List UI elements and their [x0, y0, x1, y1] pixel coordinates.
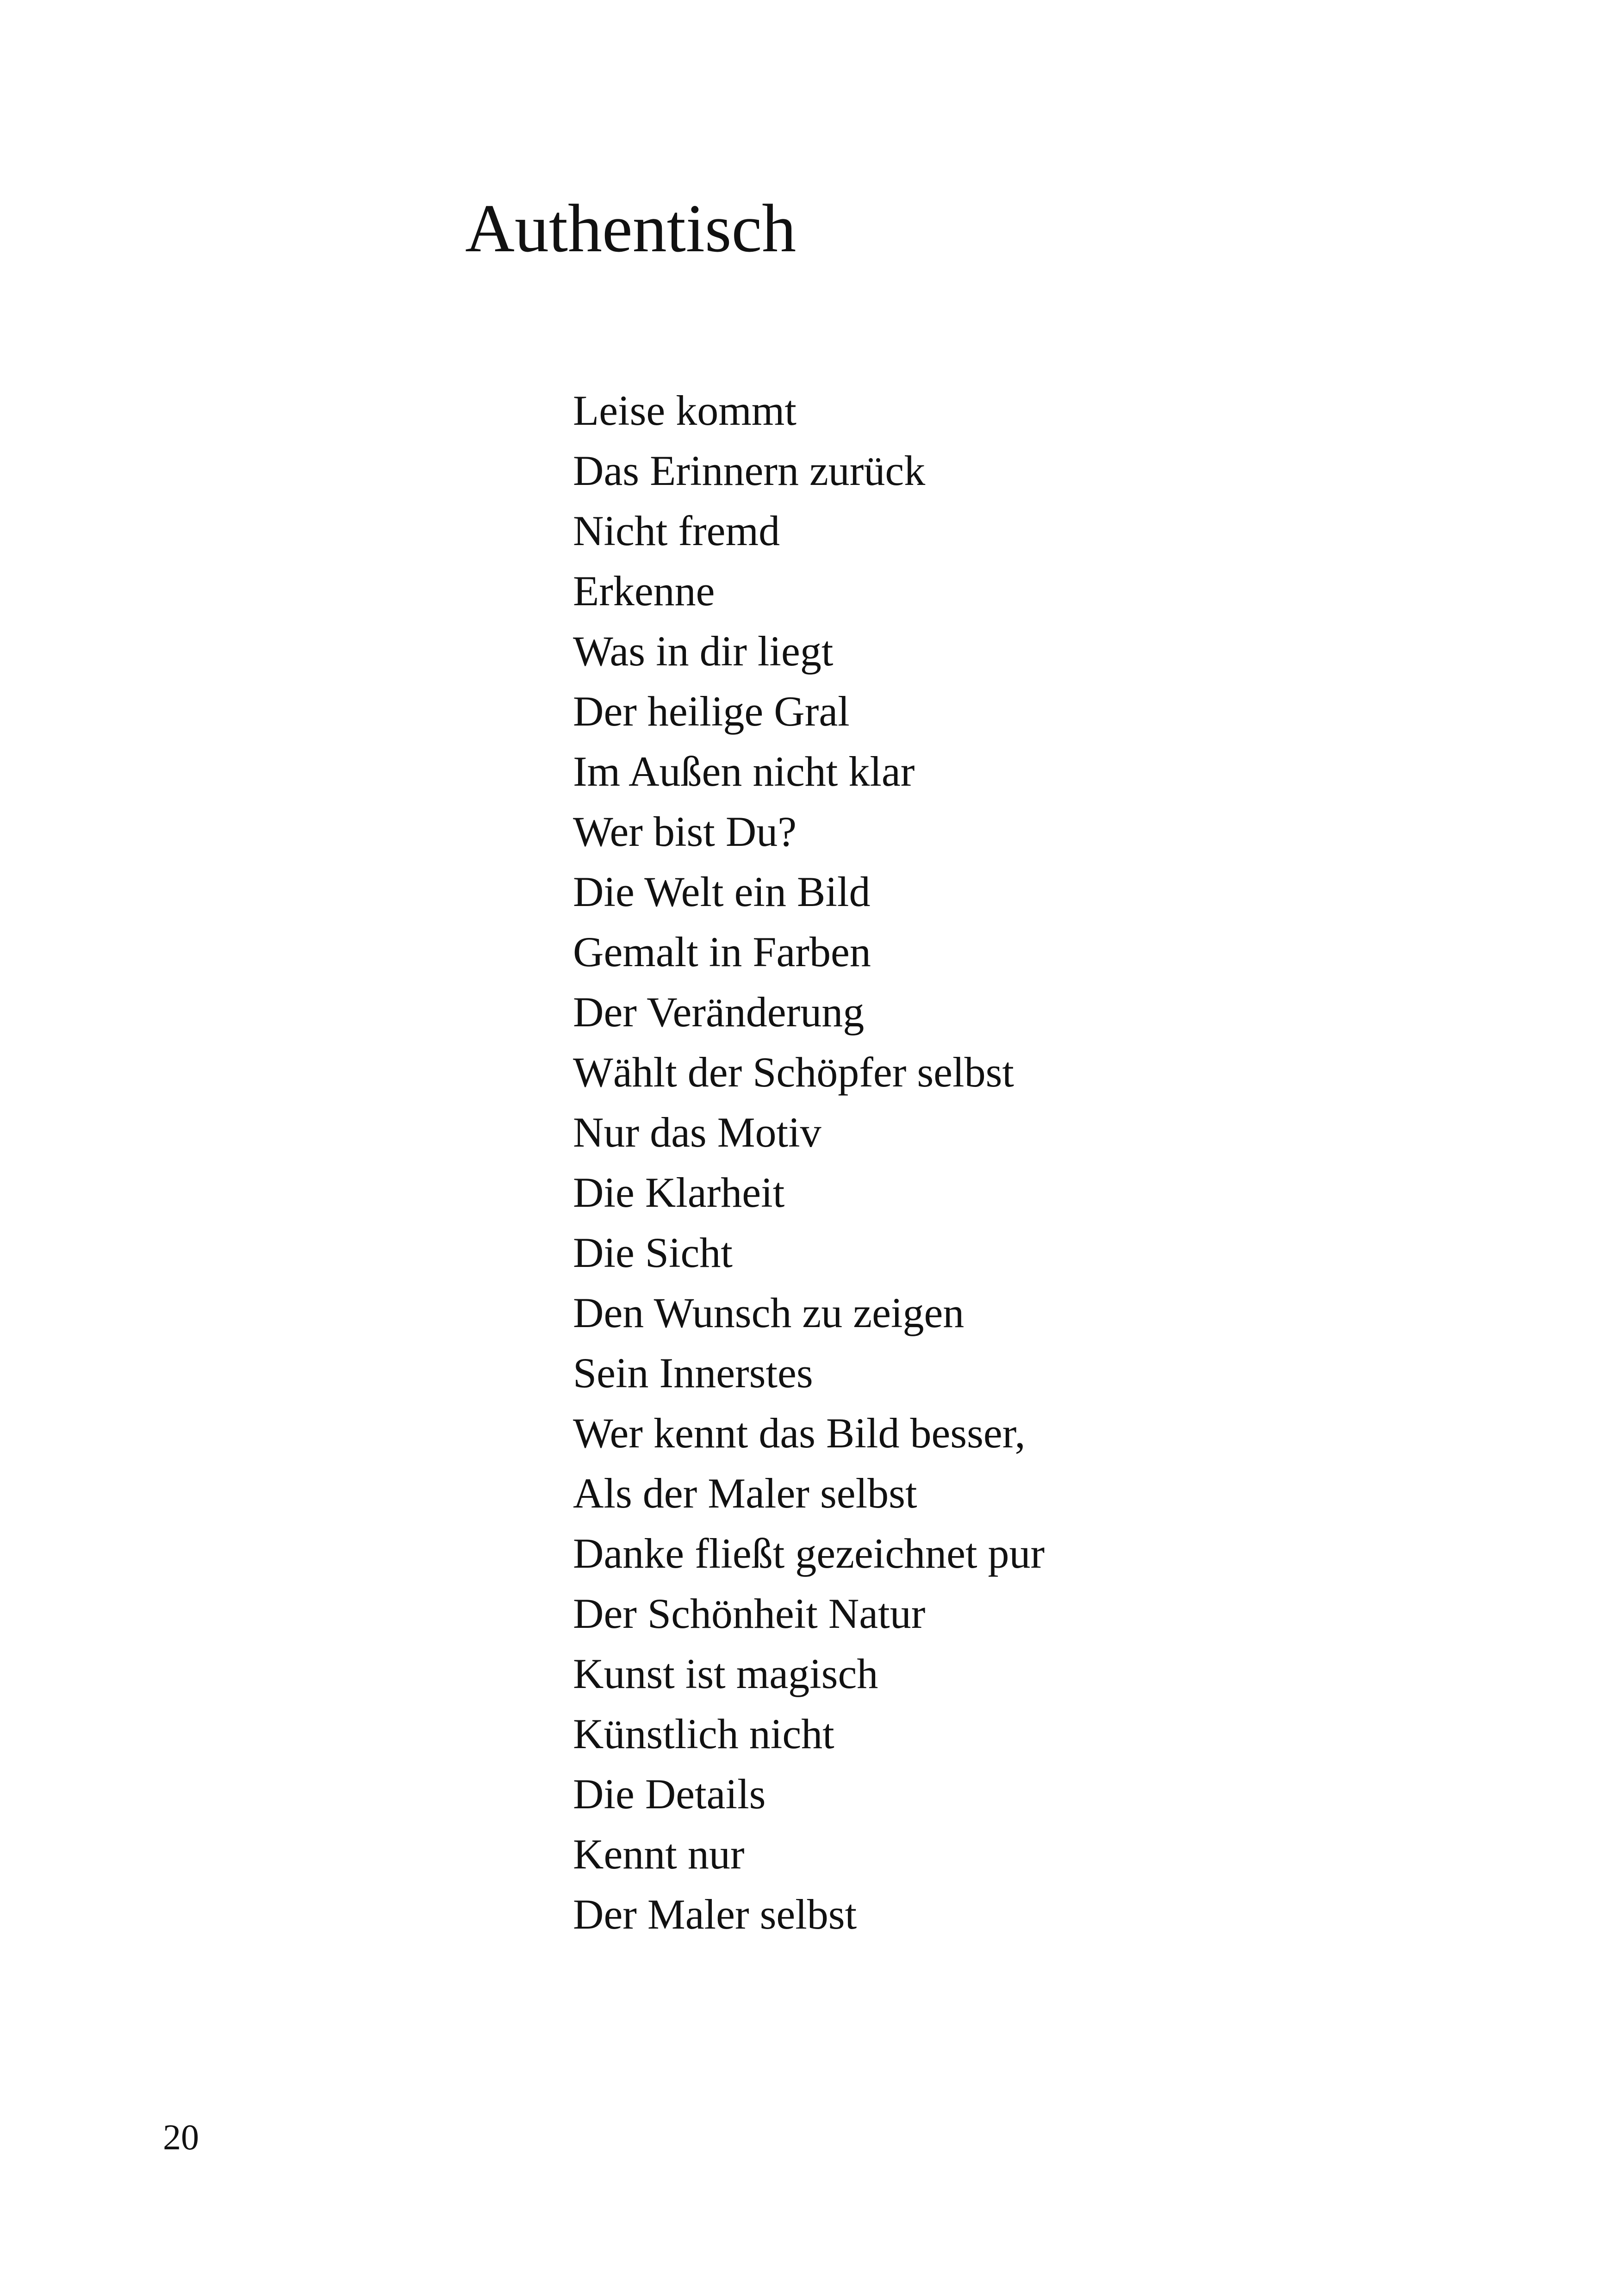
- poem-line: Wer bist Du?: [573, 808, 797, 855]
- poem-line: Die Details: [573, 1770, 766, 1818]
- poem-line: Die Klarheit: [573, 1169, 785, 1216]
- poem-line: Der heilige Gral: [573, 688, 850, 735]
- poem-title: Authentisch: [465, 191, 797, 267]
- poem-line: Im Außen nicht klar: [573, 748, 915, 795]
- poem-line: Die Welt ein Bild: [573, 868, 871, 915]
- poem-body: [573, 380, 1045, 1944]
- poem-line: Wer kennt das Bild besser,: [573, 1409, 1026, 1457]
- poem-line: Kunst ist magisch: [573, 1650, 878, 1697]
- poem-line: Das Erinnern zurück: [573, 447, 926, 494]
- poem-line: Sein Innerstes: [573, 1349, 813, 1396]
- poem-line: Künstlich nicht: [573, 1710, 834, 1757]
- poem-line: Wählt der Schöpfer selbst: [573, 1049, 1014, 1096]
- poem-line: Danke fließt gezeichnet pur: [573, 1530, 1045, 1577]
- poem-line: Den Wunsch zu zeigen: [573, 1289, 965, 1336]
- poem-line: Leise kommt: [573, 387, 797, 434]
- poem-line: Erkenne: [573, 567, 715, 614]
- poem-line: Gemalt in Farben: [573, 928, 871, 975]
- poem-line: Als der Maler selbst: [573, 1470, 917, 1517]
- poem-line: Der Veränderung: [573, 988, 865, 1036]
- poem-line: Nicht fremd: [573, 507, 780, 554]
- poem-line: Nur das Motiv: [573, 1109, 821, 1156]
- page-number: 20: [163, 2117, 199, 2157]
- poem-line: Der Schönheit Natur: [573, 1590, 926, 1637]
- poem-line: Die Sicht: [573, 1229, 733, 1276]
- poem-line: Was in dir liegt: [573, 627, 834, 675]
- poem-line: Der Maler selbst: [573, 1891, 857, 1938]
- poem-line: Kennt nur: [573, 1831, 745, 1878]
